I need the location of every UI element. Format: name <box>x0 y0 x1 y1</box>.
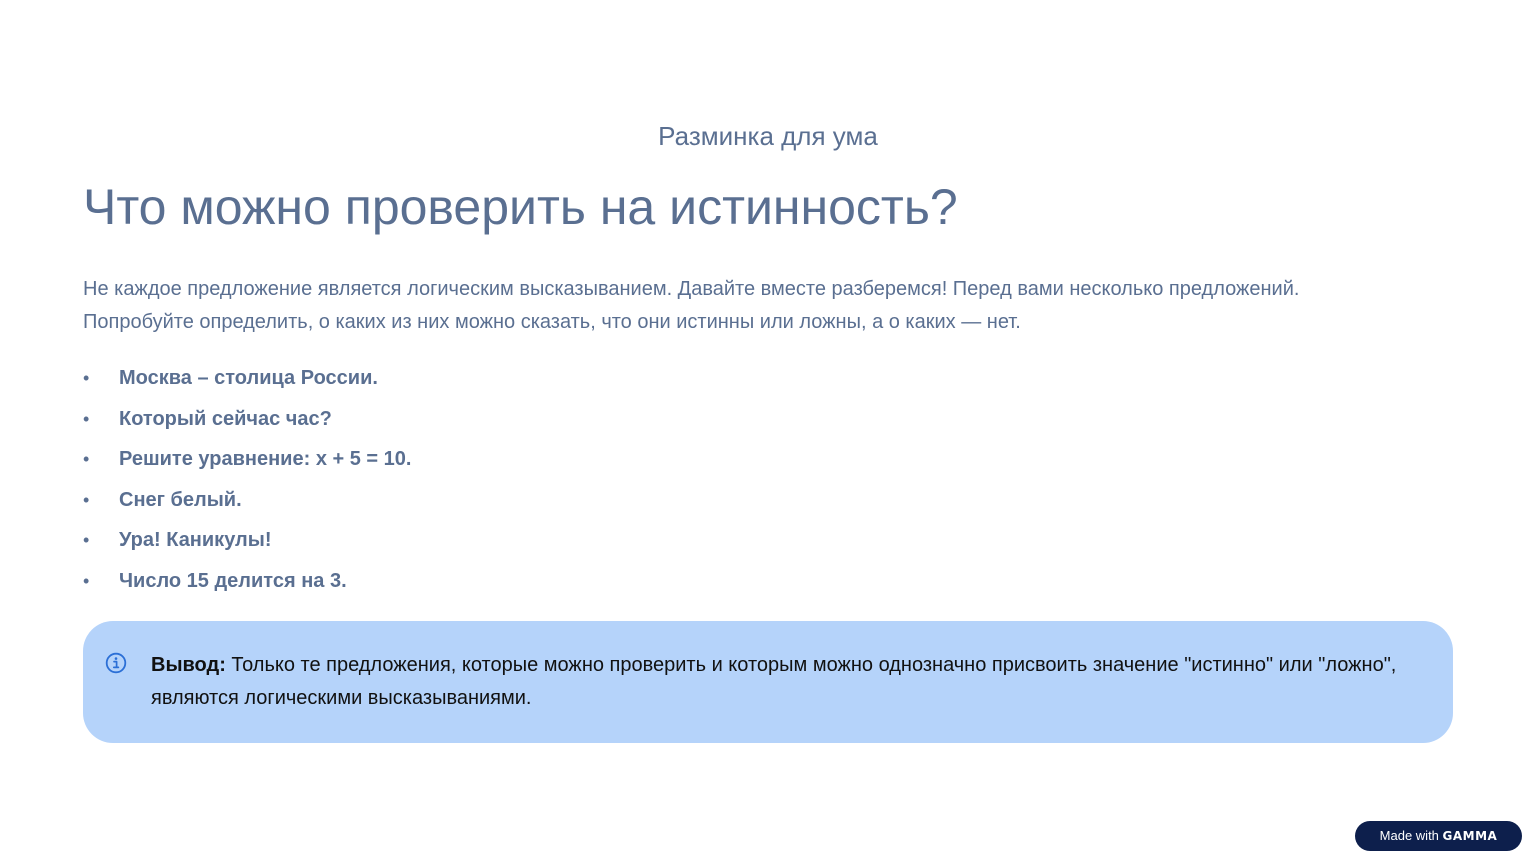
conclusion-callout <box>83 621 1453 743</box>
intro-line: Попробуйте определить, о каких из них можно сказать, что они истинны или ложны, а о каких — нет. <box>83 311 1021 333</box>
slide-title: Что можно проверить на истинность? <box>83 179 958 235</box>
list-item <box>83 443 411 484</box>
list-item <box>83 565 411 606</box>
gamma-logo: GAMMA <box>1442 829 1498 843</box>
callout-text <box>151 649 1421 715</box>
bullet-marker: • <box>83 449 90 470</box>
list-item <box>83 524 411 565</box>
list-item-text: Снег белый. <box>119 488 242 511</box>
list-item-text: Решите уравнение: x + 5 = 10. <box>119 448 412 471</box>
bullet-marker: • <box>83 408 90 429</box>
bullet-marker: • <box>83 368 90 388</box>
list-item-text: Число 15 делится на 3. <box>119 569 347 592</box>
bullet-marker: • <box>83 570 90 591</box>
list-item <box>83 403 411 444</box>
bullet-list <box>83 362 411 606</box>
intro-paragraph <box>83 273 1373 339</box>
list-item-text: Ура! Каникулы! <box>119 529 272 552</box>
made-with-gamma-badge[interactable] <box>1355 821 1522 851</box>
bullet-marker: • <box>83 489 90 510</box>
list-item <box>83 362 411 403</box>
intro-line: Не каждое предложение является логическим высказыванием. Давайте вместе разберемся! Перед вами несколько предложений. <box>83 278 1300 300</box>
badge-prefix: Made with <box>1379 828 1443 843</box>
callout-body: Только те предложения, которые можно проверить и которым можно однозначно присвоить значение "истинно" или "ложно", являются логическими высказываниями. <box>151 654 1397 709</box>
info-icon <box>105 652 127 674</box>
list-item-text: Москва – столица России. <box>119 367 378 389</box>
list-item-text: Который сейчас час? <box>119 407 332 430</box>
list-item <box>83 484 411 525</box>
bullet-marker: • <box>83 530 90 551</box>
callout-label: Вывод: <box>151 654 226 676</box>
slide-subtitle: Разминка для ума <box>658 121 878 151</box>
